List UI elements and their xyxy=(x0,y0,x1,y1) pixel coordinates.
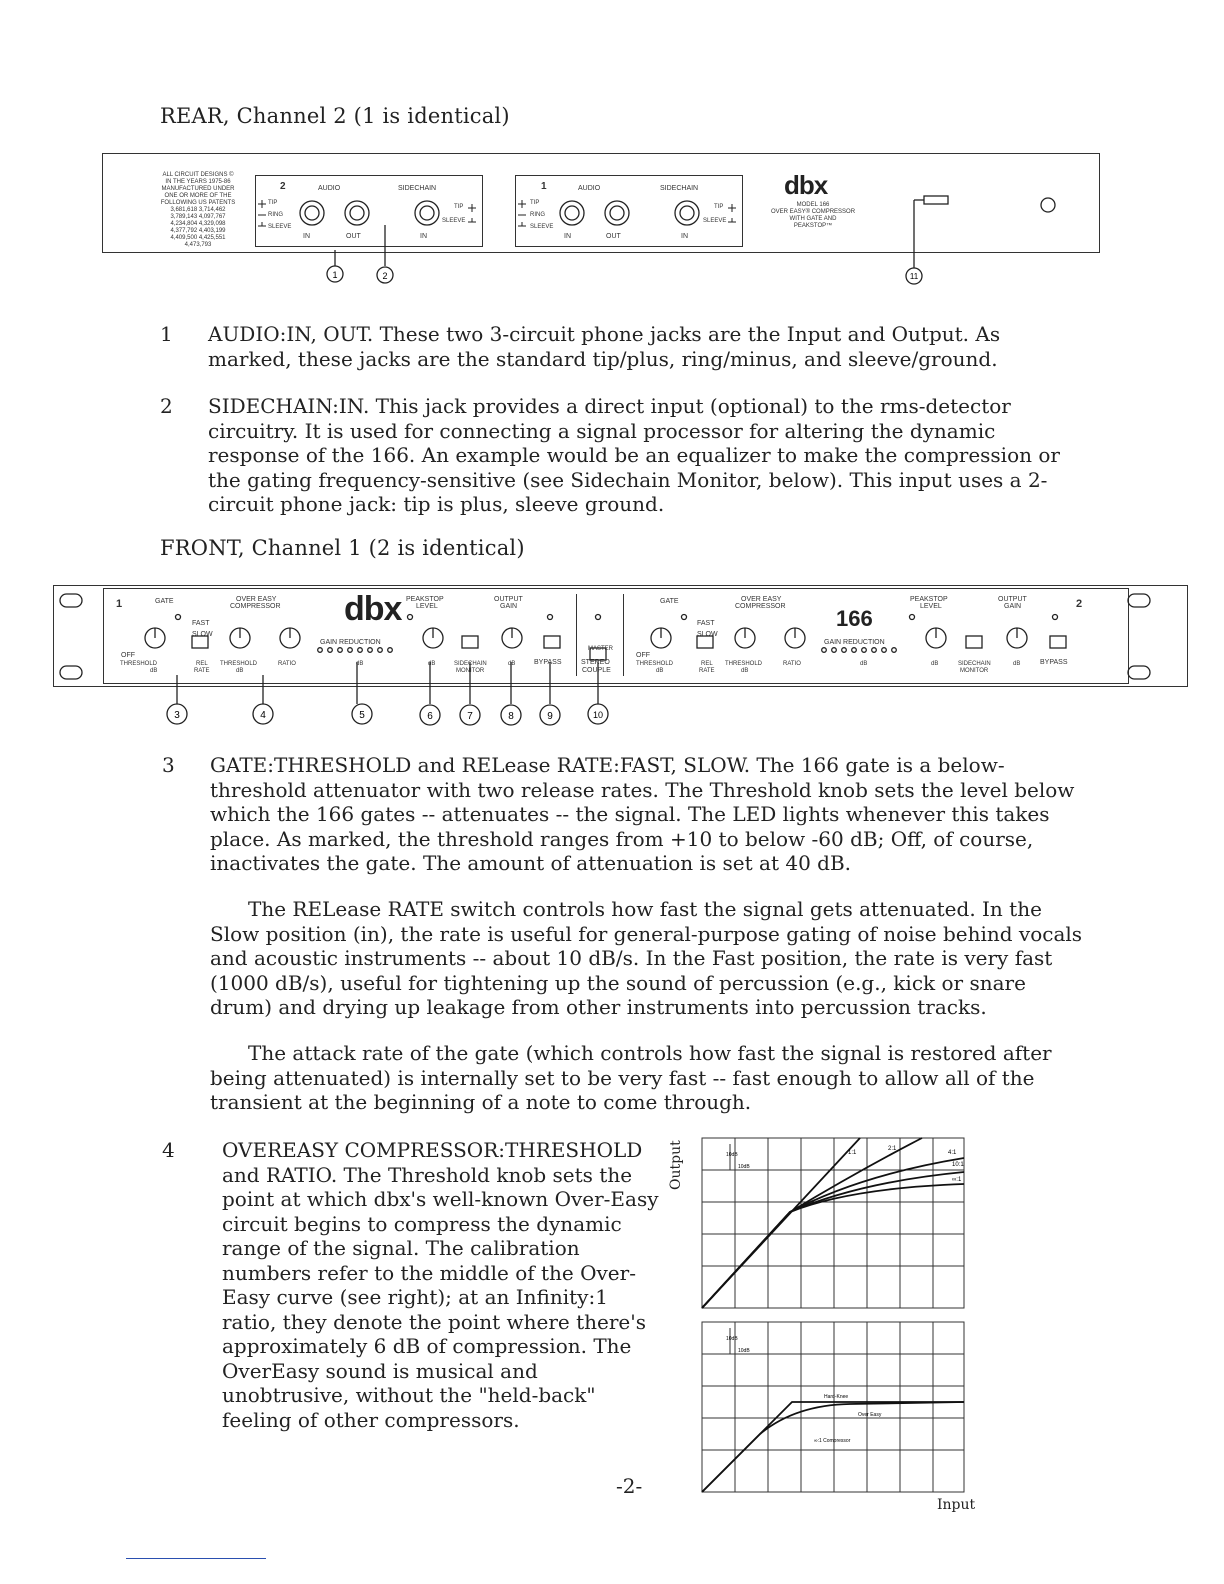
ch2-gain-reduction-meter xyxy=(822,648,897,653)
rear-dbx-logo: dbx xyxy=(784,170,828,200)
rear-ch1-sidechain-jack[interactable] xyxy=(675,201,699,225)
ch2-gain-label: GAIN xyxy=(1004,603,1022,610)
ch1-slow-label: SLOW xyxy=(192,631,213,638)
ch2-fast-label: FAST xyxy=(697,620,715,627)
ch2-output-led xyxy=(1053,615,1058,620)
item-2-number: 2 xyxy=(160,394,173,418)
ch2-peakstop-label: PEAKSTOP xyxy=(910,596,948,603)
rear-ch2-number: 2 xyxy=(280,181,286,192)
rear-ch1-sc-sleeve-label: SLEEVE xyxy=(703,218,727,224)
front-ch2-number: 2 xyxy=(1076,598,1083,610)
ch2-ratio-knob[interactable] xyxy=(785,628,805,648)
ch2-peakstop-db-label: dB xyxy=(931,661,939,667)
rear-ch1-sc-in-label: IN xyxy=(681,233,688,240)
bottom-tick-10db: 10dB xyxy=(726,1336,738,1342)
rear-ch2-sc-tip-label: TIP xyxy=(454,204,464,210)
ch1-peakstop-knob[interactable] xyxy=(423,628,443,648)
rear-mounting-hole xyxy=(1041,198,1055,212)
rear-ch2-out-label: OUT xyxy=(346,233,361,240)
ch2-output-db-label: dB xyxy=(1013,661,1021,667)
front-ch1-number: 1 xyxy=(116,598,123,610)
ch1-output-db-label: dB xyxy=(508,661,516,667)
callout-9-label: 9 xyxy=(547,711,553,722)
bottom-tick-10db-2: 10dB xyxy=(738,1348,750,1354)
rear-ch1-out-jack[interactable] xyxy=(605,201,629,225)
ch2-compressor-label: COMPRESSOR xyxy=(735,603,786,610)
ch1-gain-label: GAIN xyxy=(500,603,518,610)
ch2-ratio-label: RATIO xyxy=(783,661,801,667)
ch2-slow-label: SLOW xyxy=(697,631,718,638)
item-4-number: 4 xyxy=(162,1138,175,1162)
ch1-bypass-label: BYPASS xyxy=(534,659,562,666)
callout-1-label: 1 xyxy=(332,270,338,280)
rear-ch1-in-jack[interactable] xyxy=(560,201,584,225)
ch1-gate-threshold-label: THRESHOLD xyxy=(120,661,158,667)
ch2-gate-db-label: dB xyxy=(656,668,664,674)
page-number: -2- xyxy=(616,1474,643,1498)
ch2-rel-label: REL xyxy=(701,661,713,667)
item-1-number: 1 xyxy=(160,322,173,346)
ch2-comp-threshold-knob[interactable] xyxy=(735,628,755,648)
ch2-output-label: OUTPUT xyxy=(998,596,1027,603)
callout-10-label: 10 xyxy=(592,710,604,720)
callout-2-label: 2 xyxy=(382,271,388,281)
front-model-number: 166 xyxy=(836,606,873,631)
callout-6-label: 6 xyxy=(427,711,433,722)
item-4-text: OVEREASY COMPRESSOR:THRESHOLD and RATIO. The Threshold knob sets the point at which dbx's well-known Over-Easy circuit begins to compress the dynamic range of the signal. The calibration numbers refer to the middle of the Over-Easy curve (see right); at an Infinity:1 ratio, they denote the point where there's approximately 6 dB of compression. The OverEasy sound is musical and unobtrusive, without the "held-back" feeling of other compressors. xyxy=(222,1138,659,1432)
rack-ear-hole-tl xyxy=(60,594,82,607)
ch1-gate-label: GATE xyxy=(155,598,174,605)
rear-ch1-out-label: OUT xyxy=(606,233,621,240)
ch1-comp-threshold-knob[interactable] xyxy=(230,628,250,648)
ch1-comp-threshold-label: THRESHOLD xyxy=(220,661,258,667)
label-inf-compressor: ∞:1 Compressor xyxy=(814,1438,851,1444)
item-3-text: GATE:THRESHOLD and RELease RATE:FAST, SLOW. The 166 gate is a below-threshold attenuator with two release rates. The Threshold knob sets the level below which the 166 gates -- attenuates -- the signal. The LED lights whenever this takes place. As marked, the threshold ranges from +10 to below -60 dB; Off, of course, inactivates the gate. The amount of attenuation is set at 40 dB. xyxy=(210,753,1075,875)
ch2-level-label: LEVEL xyxy=(920,603,942,610)
ch2-gate-threshold-label: THRESHOLD xyxy=(636,661,674,667)
ch2-overeasy-label: OVER EASY xyxy=(741,596,782,603)
stereo-couple-led xyxy=(596,615,601,620)
ch1-peakstop-label: PEAKSTOP xyxy=(406,596,444,603)
footnote-rule xyxy=(126,1558,266,1559)
rear-ch2-sc-sleeve-label: SLEEVE xyxy=(442,218,466,224)
rear-ch1-sidechain-label: SIDECHAIN xyxy=(660,185,699,192)
callout-8-label: 8 xyxy=(508,711,514,722)
curve-4-1 xyxy=(702,1158,964,1308)
ch1-bypass-switch[interactable] xyxy=(544,636,560,648)
ch1-fast-label: FAST xyxy=(192,620,210,627)
item-2-text: SIDECHAIN:IN. This jack provides a direct input (optional) to the rms-detector circuitry. It is used for connecting a signal processor for altering the dynamic response of the 166. An example would be an equalizer to make the compression or the gating frequency-sensitive (see Sidechain Monitor, below). This input uses a 2-circuit phone jack: tip is plus, sleeve ground. xyxy=(208,394,1060,516)
label-4-1: 4:1 xyxy=(948,1150,957,1156)
front-dbx-logo: dbx xyxy=(344,590,402,628)
ch1-comp-db-label: dB xyxy=(236,668,244,674)
ch1-overeasy-label: OVER EASY xyxy=(236,596,277,603)
ch1-level-label: LEVEL xyxy=(416,603,438,610)
ch1-gain-reduction-meter xyxy=(318,648,393,653)
front-panel-drawing xyxy=(0,580,1224,730)
ch1-gate-threshold-knob[interactable] xyxy=(145,628,165,648)
label-over-easy: Over Easy xyxy=(858,1412,882,1418)
top-tick-10db-2: 10dB xyxy=(738,1164,750,1170)
graph-ylabel: Output xyxy=(668,1140,684,1190)
ch1-ratio-knob[interactable] xyxy=(280,628,300,648)
rear-ch2-sc-in-label: IN xyxy=(420,233,427,240)
stereo-label: STEREO xyxy=(581,659,610,666)
item-3-para-2: The RELease RATE switch controls how fast the signal gets attenuated. In the Slow position (in), the rate is useful for general-purpose gating of noise behind vocals and acoustic instruments -- about 10 dB/s. In the Fast position, the rate is very fast (1000 dB/s), useful for tightening up the sound of percussion (e.g., kick or snare drum) and drying up leakage from other instruments into percussion tracks. xyxy=(210,897,1083,1019)
rear-heading: REAR, Channel 2 (1 is identical) xyxy=(160,104,510,128)
callout-11-label: 11 xyxy=(909,272,919,281)
ch2-bypass-label: BYPASS xyxy=(1040,659,1068,666)
ch1-gate-led xyxy=(176,615,181,620)
rear-ch1-sc-tip-label: TIP xyxy=(714,204,724,210)
ch2-gate-led xyxy=(682,615,687,620)
master-label: MASTER xyxy=(588,646,614,652)
rear-panel-drawing xyxy=(0,0,1224,300)
ch2-peakstop-led xyxy=(910,615,915,620)
ch1-sidechain-label: SIDECHAIN xyxy=(454,661,487,667)
ch1-rate-label: RATE xyxy=(194,668,210,674)
rear-ch1-ring-label: RING xyxy=(530,212,545,218)
ch2-comp-threshold-label: THRESHOLD xyxy=(725,661,763,667)
ch2-output-gain-knob[interactable] xyxy=(1007,628,1027,648)
ch2-rate-label: RATE xyxy=(699,668,715,674)
rear-ch2-sleeve-label: SLEEVE xyxy=(268,224,292,230)
curve-over-easy xyxy=(702,1402,964,1492)
rear-ch2-sidechain-label: SIDECHAIN xyxy=(398,185,437,192)
callout-3-label: 3 xyxy=(174,710,180,721)
rear-ch1-sleeve-label: SLEEVE xyxy=(530,224,554,230)
rear-ground-terminal[interactable] xyxy=(924,196,948,204)
callout-4-label: 4 xyxy=(260,710,266,721)
ch2-monitor-label: MONITOR xyxy=(960,668,989,674)
item-3-para-3: The attack rate of the gate (which controls how fast the signal is restored after being attenuated) is internally set to be very fast -- fast enough to allow all of the transient at the beginning of a note to come through. xyxy=(210,1041,1052,1114)
top-tick-10db: 10dB xyxy=(726,1152,738,1158)
rear-ch2-in-label: IN xyxy=(303,233,310,240)
patent-notice: ALL CIRCUIT DESIGNS © IN THE YEARS 1975-86 MANUFACTURED UNDER ONE OR MORE OF THE FOLLOWING US PATENTS 3,681,618 3,714,462 3,789,143 4,097,767 4,234,804 4,329,098 4,377,792 4,403,199 4,409,500 4,425,551 4,473,793 xyxy=(160,172,236,248)
ch2-gate-label: GATE xyxy=(660,598,679,605)
ch1-gain-reduction-label: GAIN REDUCTION xyxy=(320,639,381,646)
label-2-1: 2:1 xyxy=(888,1146,897,1152)
ch2-peakstop-knob[interactable] xyxy=(926,628,946,648)
callout-5-label: 5 xyxy=(359,710,365,721)
ch1-monitor-label: MONITOR xyxy=(456,668,485,674)
callout-7-label: 7 xyxy=(467,711,473,722)
front-heading: FRONT, Channel 1 (2 is identical) xyxy=(160,536,525,560)
ch2-gate-threshold-knob[interactable] xyxy=(651,628,671,648)
couple-label: COUPLE xyxy=(582,667,611,674)
rear-model-text: MODEL 166 OVER EASY® COMPRESSOR WITH GATE AND PEAKSTOP™ xyxy=(770,202,856,229)
ch1-rel-label: REL xyxy=(196,661,208,667)
ch1-peakstop-db-label: dB xyxy=(428,661,436,667)
label-1-1: 1:1 xyxy=(848,1150,857,1156)
rear-ch2-sidechain-jack[interactable] xyxy=(415,201,439,225)
rear-ch1-audio-label: AUDIO xyxy=(578,185,601,192)
rack-ear-hole-bl xyxy=(60,666,82,679)
graph-xlabel: Input xyxy=(937,1497,976,1513)
rack-ear-hole-br xyxy=(1128,666,1150,679)
ch1-sidechain-monitor-switch[interactable] xyxy=(462,636,478,648)
item-3-number: 3 xyxy=(162,753,175,777)
rear-ch2-tip-label: TIP xyxy=(268,200,278,206)
label-hard-knee: Hard-Knee xyxy=(824,1394,849,1400)
ch2-sidechain-monitor-switch[interactable] xyxy=(966,636,982,648)
label-inf-1: ∞:1 xyxy=(952,1177,962,1183)
rack-ear-hole-tr xyxy=(1128,594,1150,607)
ch1-gate-db-label: dB xyxy=(150,668,158,674)
rear-ch2-audio-label: AUDIO xyxy=(318,185,341,192)
ch1-peakstop-led xyxy=(408,615,413,620)
ch1-output-gain-knob[interactable] xyxy=(502,628,522,648)
ch1-output-label: OUTPUT xyxy=(494,596,523,603)
ch2-gr-db-label: dB xyxy=(860,661,868,667)
item-1-text: AUDIO:IN, OUT. These two 3-circuit phone jacks are the Input and Output. As marked, these jacks are the standard tip/plus, ring/minus, and sleeve/ground. xyxy=(208,322,1001,371)
ch1-compressor-label: COMPRESSOR xyxy=(230,603,281,610)
rear-ch1-tip-label: TIP xyxy=(530,200,540,206)
ch2-gain-reduction-label: GAIN REDUCTION xyxy=(824,639,885,646)
ch2-bypass-switch[interactable] xyxy=(1050,636,1066,648)
ch1-ratio-label: RATIO xyxy=(278,661,296,667)
rear-ch1-number: 1 xyxy=(541,181,547,192)
ch2-comp-db-label: dB xyxy=(741,668,749,674)
curve-inf-1 xyxy=(702,1184,964,1308)
rear-ch2-ring-label: RING xyxy=(268,212,283,218)
label-10-1: 10:1 xyxy=(952,1162,964,1168)
ch2-gate-off-label: OFF xyxy=(636,652,650,659)
curve-hard-knee xyxy=(702,1402,964,1492)
compression-graphs xyxy=(690,1130,990,1500)
ch2-sidechain-label: SIDECHAIN xyxy=(958,661,991,667)
rear-ch2-out-jack[interactable] xyxy=(345,201,369,225)
ch1-gr-db-label: dB xyxy=(356,661,364,667)
ch1-gate-off-label: OFF xyxy=(121,652,135,659)
rear-ch2-in-jack[interactable] xyxy=(300,201,324,225)
ch1-output-led xyxy=(548,615,553,620)
rear-ch1-in-label: IN xyxy=(564,233,571,240)
